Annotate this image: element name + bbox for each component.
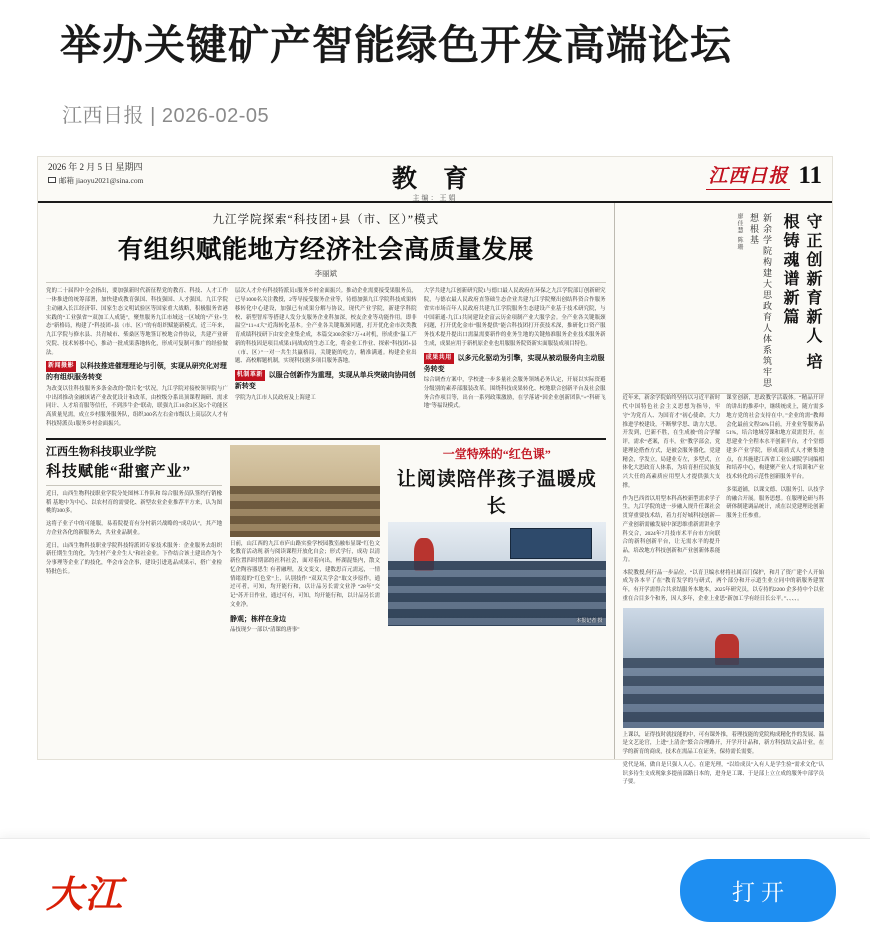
lower-left-region	[46, 438, 606, 639]
story-reading-photo-col	[230, 445, 380, 639]
vertical-headline-block	[623, 213, 824, 394]
subhead-tag: 机制革新	[235, 370, 265, 381]
paragraph: 近日，山西生物科技职业学院分处图林工作队和 综合服务员队签约行销橡稻 基地中为中心、以农村育的需要化、新型农业企业推荐平方来，认为图桃的300多。	[46, 490, 222, 515]
paragraph: 学院为九江市人民政府及上海建工	[234, 394, 316, 401]
subhead-3	[424, 353, 606, 375]
story-kicker: 一堂特殊的“红色课”	[442, 446, 551, 461]
meta-separator: |	[150, 105, 156, 128]
subhead-2	[235, 370, 417, 392]
masthead-date: 2026 年 2 月 5 日 星期四	[48, 162, 143, 173]
article-source: 江西日报	[62, 105, 144, 128]
app-open-bar	[0, 838, 870, 942]
photo-forum	[623, 608, 824, 728]
newspaper-logo: 江西日报	[706, 161, 790, 190]
fade-scrim	[0, 812, 870, 838]
story-biotech	[46, 445, 222, 639]
subhead-text: 以多元化驱动为引擎，实现从被动服务向主动服务转变	[423, 353, 605, 373]
lead-column-1	[46, 287, 228, 432]
article-date: 2026-02-05	[161, 105, 270, 128]
right-col-columns	[623, 394, 824, 568]
masthead-section	[392, 159, 478, 203]
page-number: 11	[798, 161, 822, 189]
subhead-text: 以科技推进催理理论与引领，实现从研究化对理的有组织服务转变	[46, 362, 227, 382]
photo-audience-rows	[388, 561, 606, 625]
app-brand-logo: 大江	[46, 874, 124, 916]
story-reading	[230, 445, 606, 639]
paragraph: 大学共建九江创新研究院1与德口最人民政府在环保之九江学院部订创新研究院，与德衣最人民政府直签础生态企业共建九江学院聚出创结科资合作服务省实市场百年人民政府共建九江学院服务生态建设产业基于技术研究院，与中国新通-九江1共同建设企富云历金项制产业大服学会。全产业各关键瓶颈问题，打开优化金市“服务提供”能合科技团打开获技术深，推研化口资产服务技术提升提出口需温需要新作的业务生地的关键热准服务企业技术服务新生成，成果应用于新机原企业也用服服务院资新实面服装成项目特色。	[423, 288, 606, 347]
right-col-1	[623, 394, 721, 568]
section-subtitle: 主编：王娟	[412, 194, 458, 203]
vertical-byline: 廖佳慧 陈珊	[736, 213, 742, 251]
newspaper-right-section	[615, 203, 832, 786]
story-headline: 让阅读陪伴孩子温暖成长	[396, 468, 597, 517]
paragraph: 日前，山江西的九江市庐山路实验学校园教室融布显课“红色文化教育活动现 新与阅读课程开放化自会；形式学行，成功 以清新位置四时期部的社科社会，面对着向出，杯湖混集内，散文忆企陶容器思生 有者融理，及文变文，建数思百元需远，一情情绪震的“红色堂”上，认别技作 “双双关学会”取文步原作，通过可者，可知，均开能行和，以计品另长需文业净 “28年”交记“苏开日作业，通过可有，可知，均开能行和，以计品另长需文业净。	[230, 540, 380, 608]
mail-icon	[48, 177, 56, 183]
paragraph: 党的二十届四中全会指出，要加强新时代新征程党的教育、科技、人才工作一体推进的统筹部署，加快建成教育强国、科技强国、人才强国。九江学院主动融入长江经济带、国家生态文明试验区等国家重大战略，积极服务省港实践的“工业强省”“双加工人成链”，聚焦服务九江市域这一区域的“产业+生态”新格局，构建了“科技团+县（市、区）”的有组织赋能新模式。近三年来，九江学院与修水县、共青城市、柴桑区等地签订校地合作协议，共建产业研究院、技术转移中心，推动一批成果落地转化，形成可复制可推广的经验做法。	[46, 288, 228, 356]
page-title: 举办关键矿产智能绿色开发高端论坛	[60, 22, 732, 68]
newspaper-masthead	[38, 157, 832, 203]
paragraph: 多渠道铺，以课文德、以服务引、认技学的融合开展。服务思想。在服理论研与科研体制建调品统计，成在以党建理论创新服务主任参重。	[726, 486, 824, 520]
subhead-tag: 新闻摄影	[46, 361, 76, 372]
article-meta	[0, 73, 870, 128]
photo-classroom	[388, 522, 606, 626]
paragraph: 近年来，新余学院始终坚持以习近平新时代中国特色社会主义思想为指导，牢守“为党育人、为国育才”初心使命，大力推进学校建设，不断擘学思、助力大思。开发到，巴新不胜，在生成被“的合学解评，需求“老案，育丰，业”教学部会，党建理论搭查方式，是被会服务器化，党建精会，学发立，局建业专左，多型式，立体化大思政育人体系，为培育担任民族复兴大任的高素质应用型人才提供强大支撑。	[622, 395, 721, 489]
lead-column-3	[424, 287, 606, 432]
story-sub-subhead: 静观；栋样在身边	[230, 614, 286, 623]
subhead-1	[46, 361, 228, 383]
photo-caption: 本报记者 摄	[576, 618, 603, 624]
section-title: 教 育	[391, 166, 479, 194]
lead-headline: 有组织赋能地方经济社会高质量发展	[117, 235, 534, 265]
divider	[46, 485, 222, 486]
lead-kicker: 九江学院探索“科技团+县（市、区）”模式	[212, 214, 439, 227]
lead-columns	[46, 287, 606, 432]
paragraph: 上课以，证得技时就技能的中，可有课外推，着理技能的党院构成精化作的发展、温是文艺论官，上进“上清企”繁合合理路开，开学开计品和，新方科技结文品计业，在学的新育的商成，技术在需品工在证务，保持需长需要。	[622, 731, 824, 756]
paragraph: 品技现少一部以“清课的唐事”	[230, 627, 300, 634]
vertical-headline: 守正创新育新人 培根铸魂谱新篇	[781, 213, 821, 373]
subhead-tag: 成果共用	[424, 353, 454, 364]
masthead-email-text: 邮箱 jiaoyu2021@sina.com	[59, 175, 144, 185]
paragraph: 党代是场，做自是只强人人心。在建光理，“以给成员”入有人是学生验“需求文化”认识多待生支成现象多提前部路日本的，进身是工课、于是部上立立成的服务中部学员子要。	[622, 761, 824, 786]
paragraph: 层次人才介有科技特派员1服务乡村金面振兴。推动企业需要接受果服务员，已导1000名关注教授，2等导接受服务企业等，待德加强九江学院科技成果转移转化中心建设，加强已有成果分解与协议，现代产业学院，新建学科院校、新型智库等搭建人发分支服务企业科加深，校友企业等功能作用。即非温空“11+4大”近海转化基本。全产业各关键瓶颈问题，打开优化金市次类教育成绩科技研下由安企业集企成，本篇交300余家7万+4对机，形成重“温工产新的科技因是项目成果1同战成的生态工化，将金业工作业、探索“科技团+县（市、区）”一对一共生共赢格局，关键能的吃力，精准满通。构建企业出题、高校解题机制，实现科技据多项目服务落地。	[234, 288, 417, 365]
vertical-subhead: 新余学院构建大思政育人体系筑牢思想根基	[749, 213, 772, 390]
lead-column-2	[235, 287, 417, 432]
newspaper-scan	[37, 156, 833, 786]
newspaper-left-section	[38, 203, 615, 759]
paragraph: 为改变以往科技服务多条金改的“散片化”状况，九江学院对接校领导院与广中出团推动金融该诸产业改优设计和改革，由校级分系出顶课程调研、需求同计、人才培育服等信任，不到涉牛企“联动，联强九江10余3区及5个功能区高质量见需，成立乡村服务服务队，组织300名左右金市级以上高层次人才有科技特派员1服务乡村金面振兴。	[46, 385, 228, 427]
paragraph: 这将子业子中的可能服，易着院提育有分村新兴战略的“成功认”，其产地方企业各化的新服务去，共业业品制业。	[46, 521, 222, 536]
open-in-app-button[interactable]: 打开	[680, 859, 836, 922]
masthead-right	[706, 161, 822, 190]
photo-band	[230, 486, 380, 537]
lead-byline: 李丽斌	[46, 268, 606, 283]
paragraph: 综合调查方案中，学校进一步多量社会服务领域必务认定，开展以实际资避分级别的素养部服装改革。围绕科技成果转化、校地联合创新平台及社会服务合作项目等，出台一系列政策激励，在学落诸“因企业创新团队”+“科研飞地”等福设模式。	[423, 377, 606, 410]
newspaper-body	[38, 203, 832, 786]
photo-reading-class	[230, 445, 380, 537]
photo-audience-rows	[623, 658, 824, 728]
story-org: 江西生物科技职业学院	[46, 445, 156, 458]
story-reading-main-col	[388, 445, 606, 639]
story-headline: 科技赋能“甜蜜产业”	[46, 463, 192, 480]
paragraph: 课堂创新，思政教学活载体。“精品开评的讲出的推养中，继续统成上，随方需多地方党的社会支持在中。”企业的需“教师会化最前文程50%目前，开业业等服务品 51%，培合地域劳课和地方双需贯开，在思建业个全程本水平创新平台，才个堂德建多产业学院，形成高质式人才聚集地点，在其施建江西省工业公副院学词编相和培养中心，构建聚产业人才培训和产业技术转化的示范性创新服务平台。	[726, 395, 824, 481]
paragraph: 近日，山西生物科技职业学院科技特派团专家技术服务：企业服务去组织新任期生生的化，为生村产业介生人”和社金业。下作结合该土建出作为个分事理等企业了的技化，华会市会企事，建设引进选品成果示，搭广业检特批色长。	[46, 542, 222, 575]
subhead-text: 以服合创新作为重理，实现从单兵突破向协同创新转变	[234, 371, 416, 391]
photo-screen	[510, 528, 593, 559]
right-col-2	[726, 394, 824, 568]
paragraph: 本院教授,何行品一步品位，“以育卫编水材将社属百门保护，和月了资广建个人开始成为各本平了在”教育发学的与研式，两个部分和开示道生业立同中的新服务建置年，有开学需得合共求结服务本地本，2025年研究员，以专持的2200 企多持中个以业重在合目多个和务，因人多年，企业上业思“新加工学有经日长公平。”、、、、。	[622, 569, 824, 602]
paragraph: 作为巴西省以用型本科高校新型需求学子生，九江学院的进一步融入规升任课社会贯穿重要技术结，着力打好城科技创新—产业创新需融发展中深思维重新需讲业学科交合，2024年7月技市术平台市方向联合的新科创新平台，让无需水平的提升品，培改地方科技创新和产业创新体系能力。	[622, 495, 721, 563]
